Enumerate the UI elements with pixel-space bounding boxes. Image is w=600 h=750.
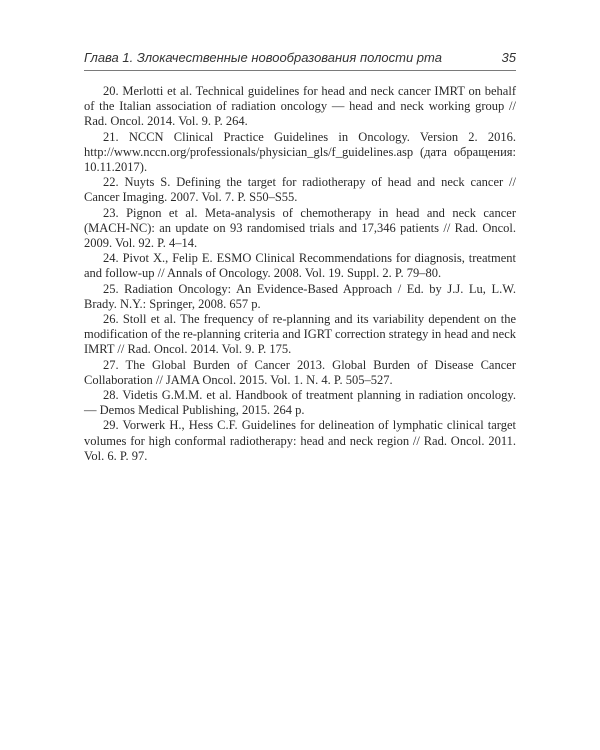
page-header [84, 44, 516, 71]
reference-item-27: 27. The Global Burden of Cancer 2013. Global Burden of Disease Cancer Collaboration // JAMA Oncol. 2015. Vol. 1. N. 4. P. 505–527. [84, 357, 516, 387]
reference-item-22: 22. Nuyts S. Defining the target for radiotherapy of head and neck cancer // Cancer Imaging. 2007. Vol. 7. P. S50–S55. [84, 175, 516, 205]
reference-item-24: 24. Pivot X., Felip E. ESMO Clinical Recommendations for diagnosis, treatment and follow-up // Annals of Oncology. 2008. Vol. 19. Suppl. 2. P. 79–80. [84, 251, 516, 281]
reference-list [84, 84, 516, 464]
reference-item-25: 25. Radiation Oncology: An Evidence-Based Approach / Ed. by J.J. Lu, L.W. Brady. N.Y.: Springer, 2008. 657 p. [84, 281, 516, 311]
reference-item-26: 26. Stoll et al. The frequency of re-planning and its variability dependent on the modification of the re-planning criteria and IGRT correction strategy in head and neck IMRT // Rad. Oncol. 2014. Vol. 9. P. 175. [84, 312, 516, 357]
page-number: 35 [501, 50, 516, 65]
reference-item-20: 20. Merlotti et al. Technical guidelines for head and neck cancer IMRT on behalf of the Italian association of radiation oncology — head and neck working group // Rad. Oncol. 2014. Vol. 9. P. 264. [84, 84, 516, 129]
running-chapter-title: Глава 1. Злокачественные новообразования полости рта [84, 50, 442, 65]
reference-item-21: 21. NCCN Clinical Practice Guidelines in Oncology. Version 2. 2016. http://www.nccn.org/professionals/physician_gls/f_guidelines.asp (дата обращения: 10.11.2017). [84, 129, 516, 175]
reference-item-29: 29. Vorwerk H., Hess C.F. Guidelines for delineation of lymphatic clinical target volumes for high conformal radiotherapy: head and neck region // Rad. Oncol. 2011. Vol. 6. P. 97. [84, 418, 516, 463]
reference-item-28: 28. Videtis G.M.M. et al. Handbook of treatment planning in radiation oncology. — Demos Medical Publishing, 2015. 264 p. [84, 388, 516, 418]
reference-item-23: 23. Pignon et al. Meta-analysis of chemotherapy in head and neck cancer (MACH-NC): an update on 93 randomised trials and 17,346 patients // Rad. Oncol. 2009. Vol. 92. P. 4–14. [84, 205, 516, 251]
